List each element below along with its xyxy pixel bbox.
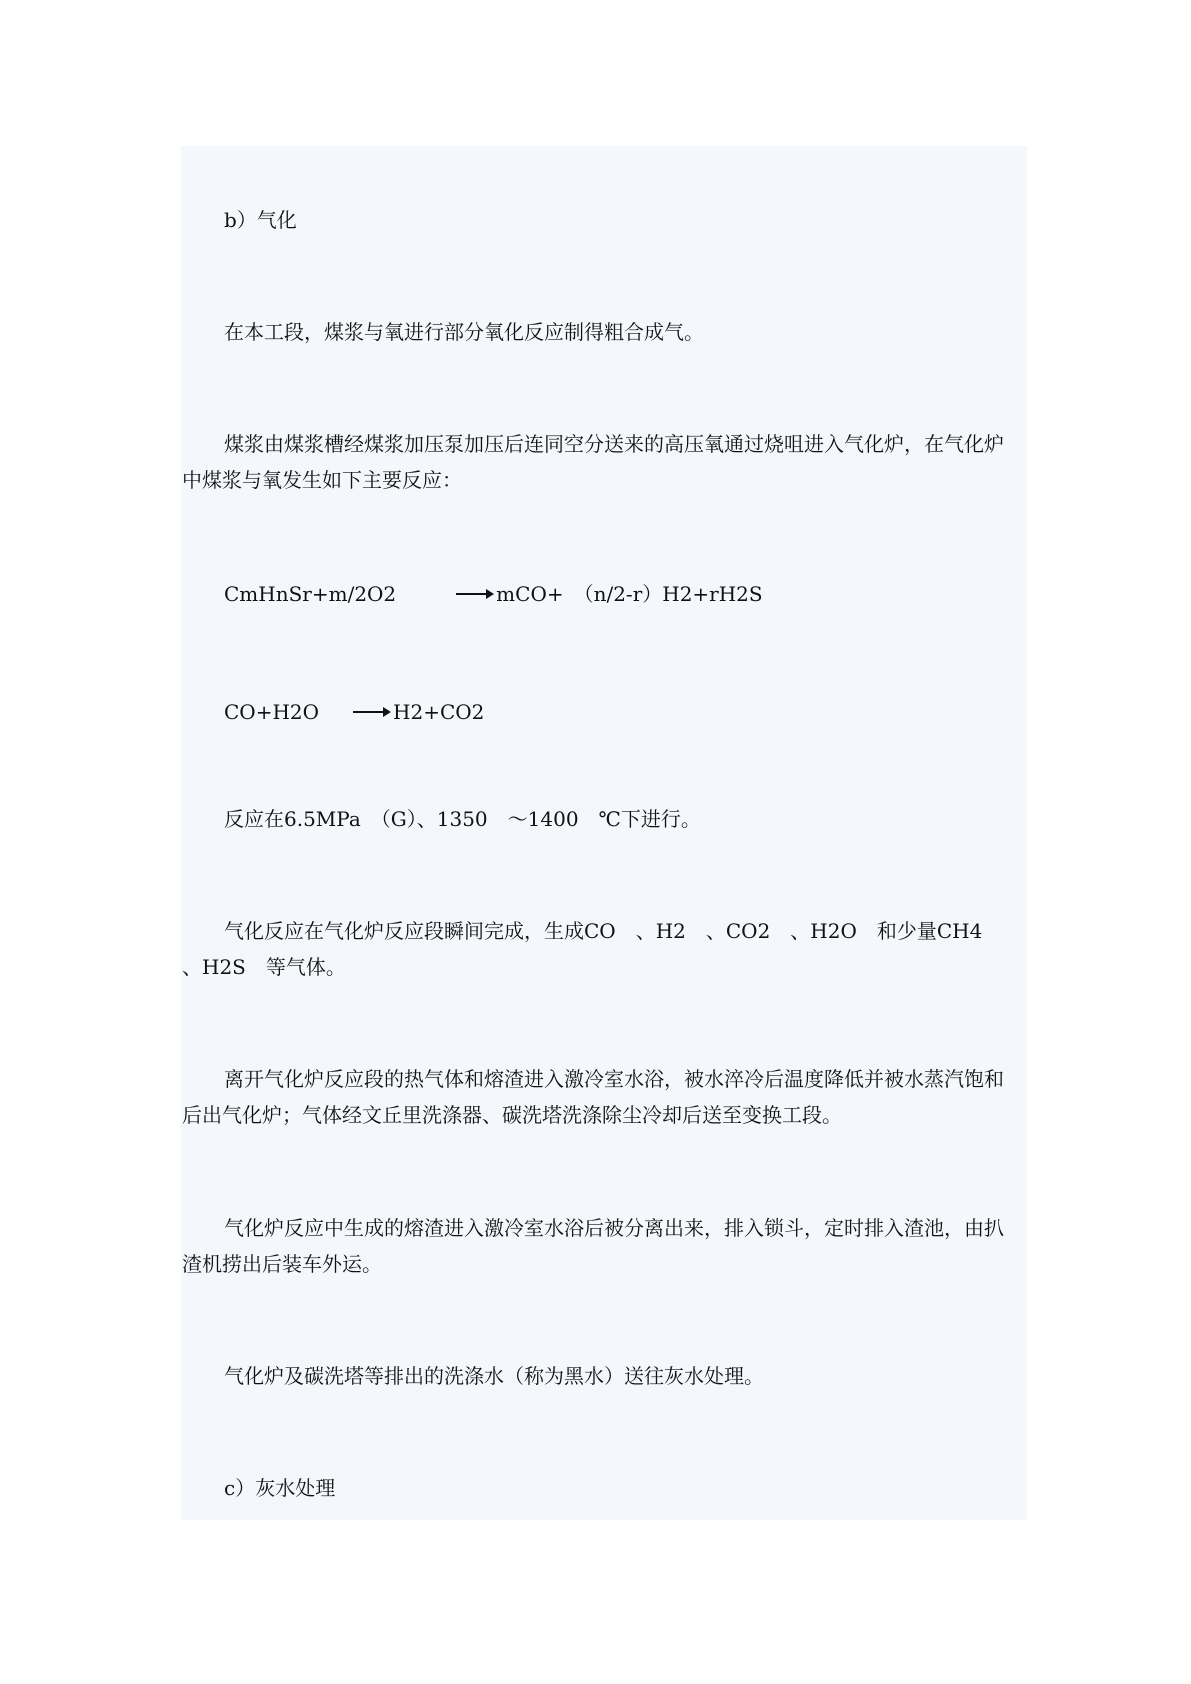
paragraph-quench: 离开气化炉反应段的热气体和熔渣进入激冷室水浴，被水淬冷后温度降低并被水蒸汽饱和后出气化炉；气体经文丘里洗涤器、碳洗塔洗涤除尘冷却后送至变换工段。 <box>182 1067 1004 1127</box>
reaction-arrow-icon <box>454 576 494 612</box>
paragraph-conditions: 反应在6.5MPa （G）、1350 ～1400 ℃下进行。 <box>224 807 701 831</box>
paragraph-slurry-feed: 煤浆由煤浆槽经煤浆加压泵加压后连同空分送来的高压氧通过烧咀进入气化炉，在气化炉中煤浆与氧发生如下主要反应： <box>182 432 1004 492</box>
section-heading-grey-water: c）灰水处理 <box>224 1476 336 1500</box>
reaction-arrow-icon <box>351 694 391 730</box>
paragraph-slag: 气化炉反应中生成的熔渣进入激冷室水浴后被分离出来，排入锁斗，定时排入渣池，由扒渣机捞出后装车外运。 <box>182 1216 1004 1276</box>
paragraph-products: 气化反应在气化炉反应段瞬间完成，生成CO 、H2 、CO2 、H2O 和少量CH4 、H2S 等气体。 <box>182 919 1003 979</box>
equation-2-reactants: CO+H2O <box>224 700 320 724</box>
equation-1-reactants: CmHnSr+m/2O2 <box>224 582 397 606</box>
equation-2-products: H2+CO2 <box>393 700 485 724</box>
section-heading-gasification: b）气化 <box>224 208 297 232</box>
paragraph-intro: 在本工段，煤浆与氧进行部分氧化反应制得粗合成气。 <box>224 320 704 344</box>
equation-1-products: mCO+ （n/2-r）H2+rH2S <box>496 582 763 606</box>
reaction-equation-2 <box>224 694 484 730</box>
paragraph-black-water: 气化炉及碳洗塔等排出的洗涤水（称为黑水）送往灰水处理。 <box>224 1364 764 1388</box>
reaction-equation-1 <box>224 576 763 612</box>
